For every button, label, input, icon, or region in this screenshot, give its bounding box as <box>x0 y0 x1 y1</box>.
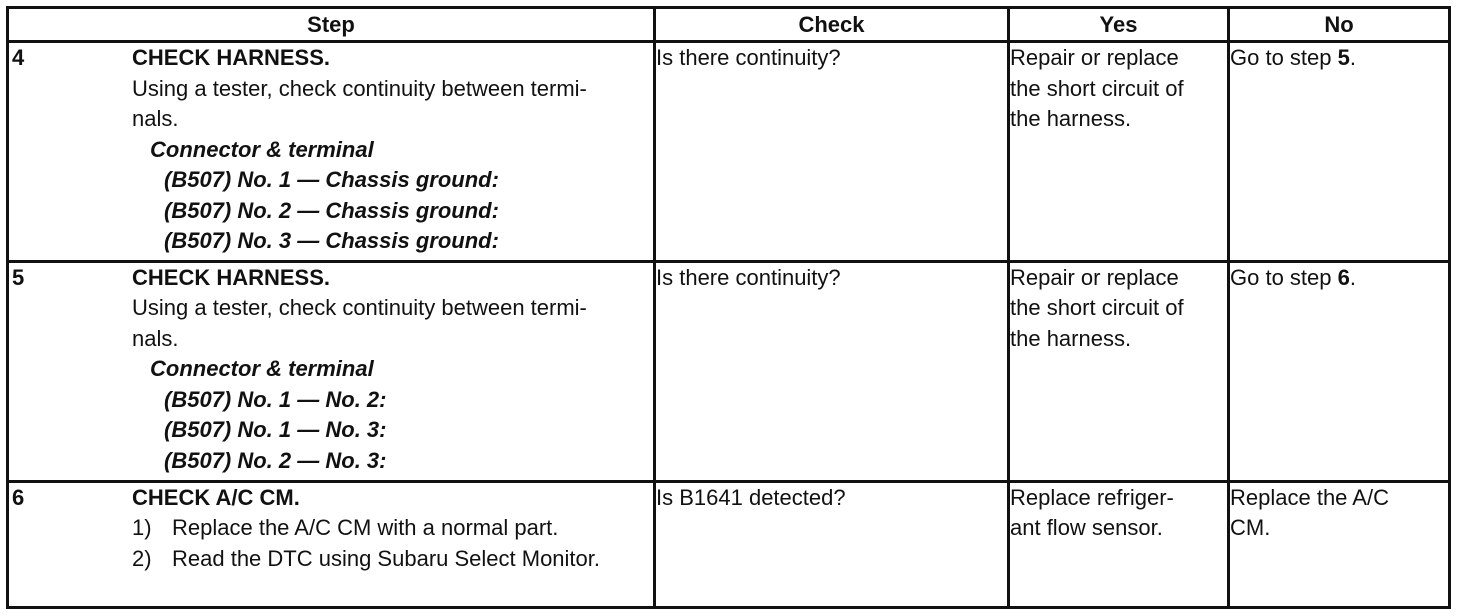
check-text: Is there continuity? <box>656 264 841 290</box>
step-number: 4 <box>12 45 25 70</box>
no-suffix: . <box>1349 264 1356 290</box>
yes-cell <box>1009 261 1229 481</box>
no-suffix: . <box>1349 45 1356 70</box>
check-cell <box>655 42 1009 262</box>
table-row <box>8 481 1450 607</box>
no-step-ref: 6 <box>1337 264 1350 290</box>
table-row <box>8 261 1450 481</box>
yes-line: the short circuit of <box>1010 75 1184 101</box>
step-body-line: Using a tester, check continuity between termi- <box>132 295 587 321</box>
step-title: CHECK HARNESS. <box>132 45 331 70</box>
no-line: CM. <box>1230 515 1271 541</box>
step-cell <box>8 42 655 262</box>
no-text <box>1230 263 1448 294</box>
troubleshooting-page <box>6 6 1448 609</box>
terminal-item: (B507) No. 2 — Chassis ground: <box>164 197 499 223</box>
connector-heading: Connector & terminal <box>150 136 374 162</box>
yes-cell <box>1009 42 1229 262</box>
no-cell <box>1229 42 1450 262</box>
check-text: Is B1641 detected? <box>656 484 846 510</box>
step-body-line: nals. <box>132 325 179 351</box>
table-header-row <box>8 8 1450 42</box>
yes-line: Repair or replace <box>1010 264 1179 290</box>
yes-line: ant flow sensor. <box>1010 515 1163 541</box>
step-description <box>132 263 653 477</box>
check-cell <box>655 261 1009 481</box>
list-item <box>132 513 647 544</box>
terminal-item: (B507) No. 1 — Chassis ground: <box>164 167 499 192</box>
list-item-text: Replace the A/C CM with a normal part. <box>172 515 559 541</box>
yes-line: Repair or replace <box>1010 45 1179 70</box>
yes-cell <box>1009 481 1229 607</box>
no-cell <box>1229 481 1450 607</box>
step-body-line: Using a tester, check continuity between termi- <box>132 75 587 101</box>
list-item <box>132 544 647 575</box>
no-prefix: Go to step <box>1230 45 1338 70</box>
step-description <box>132 483 653 575</box>
check-text: Is there continuity? <box>656 45 841 70</box>
terminal-item: (B507) No. 3 — Chassis ground: <box>164 228 499 253</box>
header-check: Check <box>655 8 1009 42</box>
list-item-label: 2) <box>132 545 152 571</box>
terminal-item: (B507) No. 1 — No. 3: <box>164 417 387 443</box>
header-yes: Yes <box>1009 8 1229 42</box>
terminal-item: (B507) No. 1 — No. 2: <box>164 386 387 412</box>
table-row <box>8 42 1450 262</box>
header-no: No <box>1229 8 1450 42</box>
no-text <box>1230 43 1448 74</box>
list-item-label: 1) <box>132 515 152 541</box>
list-item-text: Read the DTC using Subaru Select Monitor. <box>172 545 601 571</box>
no-prefix: Go to step <box>1230 264 1338 290</box>
connector-heading: Connector & terminal <box>150 356 374 382</box>
step-number: 6 <box>12 484 25 510</box>
step-title: CHECK A/C CM. <box>132 484 300 510</box>
yes-line: the harness. <box>1010 106 1132 131</box>
no-line: Replace the A/C <box>1230 484 1389 510</box>
check-cell <box>655 481 1009 607</box>
step-description <box>132 43 653 257</box>
step-cell <box>8 261 655 481</box>
step-body-line: nals. <box>132 106 179 131</box>
header-step: Step <box>8 8 655 42</box>
step-title: CHECK HARNESS. <box>132 264 331 290</box>
yes-line: the short circuit of <box>1010 295 1184 321</box>
diagnostic-procedure-table <box>6 6 1451 609</box>
yes-line: Replace refriger- <box>1010 484 1174 510</box>
yes-line: the harness. <box>1010 325 1132 351</box>
no-step-ref: 5 <box>1337 45 1350 70</box>
step-cell <box>8 481 655 607</box>
no-cell <box>1229 261 1450 481</box>
step-number: 5 <box>12 264 25 290</box>
terminal-item: (B507) No. 2 — No. 3: <box>164 447 387 473</box>
